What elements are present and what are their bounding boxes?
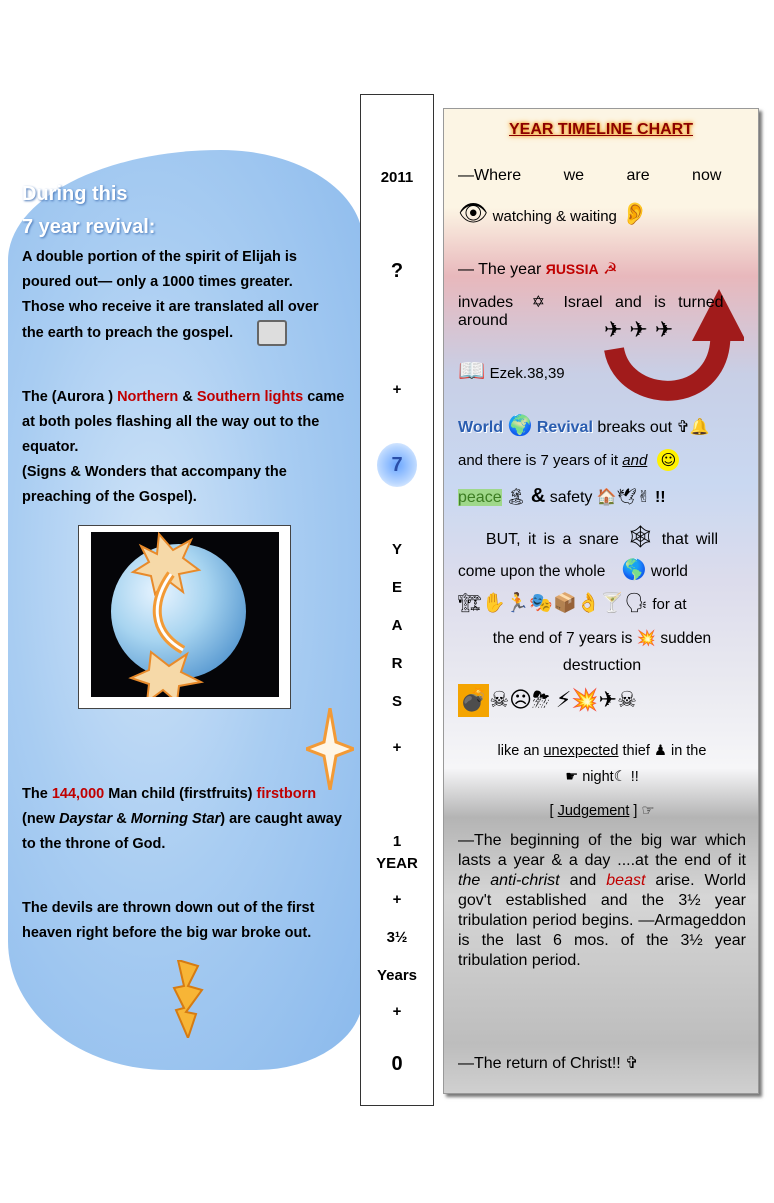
dove-icon: 🕊 <box>616 487 638 506</box>
destruction-line: destruction <box>562 657 642 674</box>
bomb-icon: 💣 <box>458 684 489 717</box>
hammer-sickle-icon: ☭ <box>603 259 618 278</box>
thief-line: like an unexpected thief ♟ in the <box>497 743 707 759</box>
airplanes-icon: ✈ ✈ ✈ <box>604 318 674 343</box>
aurora-arrows-icon <box>91 532 279 697</box>
paragraph-elijah <box>22 245 337 346</box>
storm-icon: ⛈ <box>532 688 550 713</box>
star-of-david-icon: ✡ <box>531 292 546 311</box>
icons-line: 🏗✋🏃🎭📦👌🍸🗣 for at <box>458 592 687 614</box>
cross-icon-2: ✞ <box>625 1053 639 1072</box>
lightning-bolt-icon: ⚡💥✈☠ <box>555 688 637 713</box>
paragraph-devils: The devils are thrown down out of the first heaven right before the big war broke out. <box>22 900 315 941</box>
peace-hand-icon: ✌ <box>637 487 651 506</box>
year-2011: 2011 <box>380 169 414 186</box>
book-icon: 📖 <box>458 359 486 384</box>
skull-icon: ☠☹ <box>489 688 533 713</box>
ear-icon: 👂 <box>621 202 649 227</box>
hand-point-icon: ☛ <box>565 769 579 785</box>
question-mark: ? <box>390 260 404 282</box>
end-line: the end of 7 years is 💥 sudden <box>492 629 712 647</box>
war-paragraph: —The beginning of the big war which lasts a year & a day ....at the end of it the anti-christ and beast arise. World gov't established and the 3½ year tribulation period begins. —Armageddon is the last 6 mos. of the 3½ year tribulation period. <box>458 832 746 969</box>
night-line: ☛ night☾ !! <box>565 769 639 785</box>
paragraph-manchild: The 144,000 Man child (firstfruits) firstborn (new Daystar & Morning Star) are caught away to the throne of God. <box>22 786 342 852</box>
chart-title: YEAR TIMELINE CHART <box>509 121 693 138</box>
smiley-icon: ☺ <box>657 449 679 471</box>
paragraph-aurora: The (Aurora ) Northern & Southern lights came at both poles flashing all the way out to the equator. (Signs & Wonders that accompany the preaching of the Gospel). <box>22 389 345 505</box>
left-heading <box>22 178 352 244</box>
return-line: —The return of Christ!! ✞ <box>458 1053 639 1072</box>
ezek-line: 📖 Ezek.38,39 <box>458 359 565 384</box>
judgement-line: [ Judgement ] ☞ <box>549 803 655 819</box>
lightning-icon <box>172 960 206 1038</box>
globe-icon: 🌍 <box>507 413 533 437</box>
elijah-text: A double portion of the spirit of Elijah is poured out— only a 1000 times greater. Those who receive it are translated all over the earth to preach the gospel. <box>22 249 319 341</box>
star-icon <box>306 708 354 790</box>
hand-point-right-icon: ☞ <box>641 803 655 819</box>
snare-line: BUT, it is a snare 🕸 that will <box>485 525 719 550</box>
where-line: —Where we are now <box>458 167 722 184</box>
seven-years-line: and there is 7 years of it and ☺ <box>458 449 746 471</box>
explosion-icon: 💥 <box>636 629 657 647</box>
watching-line: 👁 watching & waiting 👂 <box>458 199 649 227</box>
misc-icons: 🏗✋🏃🎭📦👌🍸🗣 <box>458 592 649 614</box>
heading-line-1: During this <box>22 183 128 205</box>
globe-icon-2: 🌎 <box>621 557 647 581</box>
come-line: come upon the whole 🌎 world <box>458 557 688 581</box>
russia-line: — The year ЯUSSIA ☭ <box>458 259 618 278</box>
seven-badge: 7 <box>361 443 433 487</box>
heading-line-2: 7 year revival: <box>22 216 156 238</box>
revival-line: World 🌍 Revival breaks out ✞🔔 <box>458 413 710 437</box>
globe-image <box>78 525 291 709</box>
bell-icon: 🔔 <box>689 417 710 436</box>
cross-icon: ✞ <box>676 417 690 436</box>
island-icon: 🏝 <box>506 487 527 506</box>
year-timeline-chart <box>443 108 759 1094</box>
moon-icon: ☾ <box>613 769 627 785</box>
timeline-column: 2011 ? + 7 Y E A R S + 1 YEAR + 3½ Years + 0 <box>360 94 434 1106</box>
scroll-icon <box>257 320 287 346</box>
peace-line: peace 🏝 & safety 🏠🕊✌ !! <box>458 485 666 507</box>
eye-icon: 👁 <box>458 199 489 227</box>
house-icon: 🏠 <box>596 487 617 506</box>
thief-icon: ♟ <box>653 743 667 759</box>
russia-invades: invades ✡ Israel and is turned around <box>458 292 724 329</box>
destruction-icons <box>458 687 746 713</box>
web-icon: 🕸 <box>626 525 655 550</box>
